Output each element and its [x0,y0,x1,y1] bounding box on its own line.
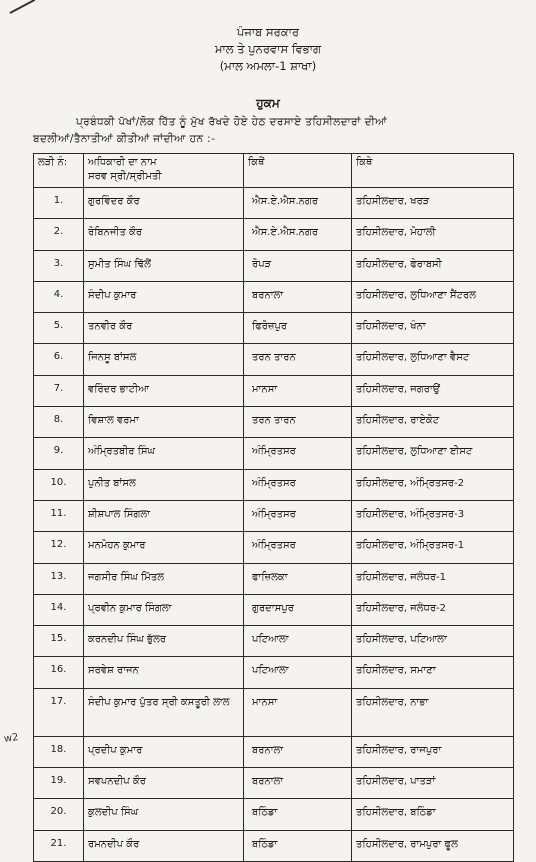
cell-from: ਗੁਰਦਾਸਪੁਰ [244,594,352,625]
cell-officer-name: ਪ੍ਰਦੀਪ ਕੁਮਾਰ [84,736,244,767]
branch-name: (ਮਾਲ ਅਮਲਾ-1 ਸ਼ਾਖਾ) [219,59,317,73]
table-row [34,438,514,469]
cell-sr: 1. [34,188,84,219]
cell-officer-name: ਰੋਬਿਨਜੀਤ ਕੌਰ [84,219,244,250]
pen-stroke-mark [10,0,36,14]
cell-officer-name: ਵਰਿੰਦਰ ਭਾਟੀਆ [84,375,244,406]
cell-sr: 11. [34,500,84,531]
table-row [34,657,514,688]
cell-from: ਰੋਪੜ [244,250,352,281]
cell-to: ਤਹਿਸੀਲਦਾਰ, ਖੰਨਾ [352,313,514,344]
table-row [34,830,514,861]
cell-to: ਤਹਿਸੀਲਦਾਰ, ਬਠਿੰਡਾ [352,799,514,830]
cell-sr: 7. [34,375,84,406]
cell-sr: 10. [34,469,84,500]
cell-officer-name: ਸੁਮੀਤ ਸਿੰਘ ਢਿੱਲੋਂ [84,250,244,281]
cell-officer-name: ਪੁਨੀਤ ਬਾਂਸਲ [84,469,244,500]
transfer-table-wrap [33,153,513,862]
intro-line-2: ਬਦਲੀਆਂ/ਤੈਨਾਤੀਆਂ ਕੀਤੀਆਂ ਜਾਂਦੀਆ ਹਨ :- [33,133,216,145]
order-title: ਹੁਕਮ [256,96,280,110]
cell-officer-name: ਸਰਵੇਸ਼ ਰਾਜਨ [84,657,244,688]
cell-sr: 13. [34,563,84,594]
cell-sr: 20. [34,799,84,830]
table-header-row [34,154,514,188]
cell-from: ਬਠਿੰਡਾ [244,830,352,861]
cell-sr: 18. [34,736,84,767]
cell-sr: 15. [34,626,84,657]
cell-officer-name: ਅੰਮ੍ਰਿਤਬੀਰ ਸਿੰਘ [84,438,244,469]
cell-sr: 6. [34,344,84,375]
cell-sr: 21. [34,830,84,861]
cell-to: ਤਹਿਸੀਲਦਾਰ, ਪਾਤੜਾਂ [352,768,514,799]
cell-from: ਐਸ.ਏ.ਐਸ.ਨਗਰ [244,219,352,250]
intro-line-1: ਪ੍ਰਬੰਧਕੀ ਪੱਖਾਂ/ਲੋਕ ਹਿੱਤ ਨੂੰ ਮੁੱਖ ਰੱਖਦੇ ਹੋਏ ਹੇਠ ਦਰਸਾਏ ਤਹਿਸੀਲਦਾਰਾਂ ਦੀਆਂ [76,116,388,128]
cell-officer-name: ਜਿਨਸੂ ਬਾਂਸਲ [84,344,244,375]
cell-from: ਫਾਜ਼ਿਲਕਾ [244,563,352,594]
header-name-line-1: ਅਧਿਕਾਰੀ ਦਾ ਨਾਮ [88,157,157,168]
cell-sr: 5. [34,313,84,344]
cell-to: ਤਹਿਸੀਲਦਾਰ, ਅੰਮ੍ਰਿਤਸਰ-3 [352,500,514,531]
cell-to: ਤਹਿਸੀਲਦਾਰ, ਅੰਮ੍ਰਿਤਸਰ-1 [352,532,514,563]
intro-paragraph [33,114,516,148]
cell-from: ਮਾਨਸਾ [244,375,352,406]
cell-from: ਬਰਨਾਲਾ [244,281,352,312]
cell-from: ਅੰਮ੍ਰਿਤਸਰ [244,500,352,531]
table-row [34,188,514,219]
cell-to: ਤਹਿਸੀਲਦਾਰ, ਰਾਮਪੁਰਾ ਫੂਲ [352,830,514,861]
cell-to: ਤਹਿਸੀਲਦਾਰ, ਲੁਧਿਆਣਾ ਵੈਸਟ [352,344,514,375]
table-row [34,500,514,531]
table-row [34,375,514,406]
table-row [34,799,514,830]
table-row [34,626,514,657]
cell-sr: 4. [34,281,84,312]
cell-to: ਤਹਿਸੀਲਦਾਰ, ਅੰਮ੍ਰਿਤਸਰ-2 [352,469,514,500]
cell-sr: 3. [34,250,84,281]
header-name-line-2: ਸਰਵ ਸ੍ਰੀ/ਸ੍ਰੀਮਤੀ [88,171,162,182]
cell-to: ਤਹਿਸੀਲਦਾਰ, ਪਟਿਆਲਾ [352,626,514,657]
cell-officer-name: ਕੁਲਦੀਪ ਸਿੰਘ [84,799,244,830]
cell-from: ਬਰਨਾਲਾ [244,768,352,799]
table-row [34,219,514,250]
cell-officer-name: ਸੰਦੀਪ ਕੁਮਾਰ ਪੁੱਤਰ ਸ੍ਰੀ ਕਸਤੂਰੀ ਲਾਲ [84,688,244,736]
department-name: ਮਾਲ ਤੇ ਪੁਨਰਵਾਸ ਵਿਭਾਗ [214,42,322,56]
cell-from: ਤਰਨ ਤਾਰਨ [244,344,352,375]
cell-officer-name: ਵਿਸ਼ਾਲ ਵਰਮਾ [84,407,244,438]
table-row [34,688,514,736]
table-row [34,407,514,438]
header-from: ਕਿਥੋਂ [244,154,352,188]
cell-sr: 2. [34,219,84,250]
cell-officer-name: ਮਨਮੋਹਨ ਕੁਮਾਰ [84,532,244,563]
cell-from: ਅੰਮ੍ਰਿਤਸਰ [244,438,352,469]
cell-officer-name: ਤਨਵੀਰ ਕੌਰ [84,313,244,344]
cell-to: ਤਹਿਸੀਲਦਾਰ, ਲੁਧਿਆਣਾ ਸੈਂਟਰਲ [352,281,514,312]
cell-officer-name: ਸ਼ੀਸ਼ਪਾਲ ਸਿੰਗਲਾ [84,500,244,531]
header-sr: ਲੜੀ ਨੰ: [34,154,84,188]
cell-from: ਪਟਿਆਲਾ [244,626,352,657]
header-to: ਕਿਥੇ [352,154,514,188]
margin-handwritten-mark: w2 [3,732,20,745]
cell-sr: 19. [34,768,84,799]
cell-officer-name: ਗੁਰਵਿੰਦਰ ਕੌਰ [84,188,244,219]
transfer-table [33,153,514,862]
cell-from: ਅੰਮ੍ਰਿਤਸਰ [244,532,352,563]
cell-from: ਅੰਮ੍ਰਿਤਸਰ [244,469,352,500]
cell-to: ਤਹਿਸੀਲਦਾਰ, ਨਾਭਾ [352,688,514,736]
cell-to: ਤਹਿਸੀਲਦਾਰ, ਜਗਰਾਉਂ [352,375,514,406]
cell-sr: 9. [34,438,84,469]
cell-officer-name: ਜਗਸੀਰ ਸਿੰਘ ਮਿੱਤਲ [84,563,244,594]
cell-sr: 17. [34,688,84,736]
table-row [34,532,514,563]
table-row [34,594,514,625]
cell-to: ਤਹਿਸੀਲਦਾਰ, ਫੇਰਾਬਸੀ [352,250,514,281]
cell-officer-name: ਸਵਪਨਦੀਪ ਕੌਰ [84,768,244,799]
cell-from: ਤਰਨ ਤਾਰਨ [244,407,352,438]
cell-from: ਮਾਨਸਾ [244,688,352,736]
table-row [34,469,514,500]
cell-officer-name: ਰਮਨਦੀਪ ਕੌਰ [84,830,244,861]
cell-sr: 14. [34,594,84,625]
table-row [34,313,514,344]
cell-to: ਤਹਿਸੀਲਦਾਰ, ਰਾਏਕੋਟ [352,407,514,438]
header-officer-name [84,154,244,188]
cell-officer-name: ਕਰਨਦੀਪ ਸਿੰਘ ਭੁੱਲਰ [84,626,244,657]
table-row [34,736,514,767]
cell-to: ਤਹਿਸੀਲਦਾਰ, ਜਲੰਧਰ-2 [352,594,514,625]
document-header [0,24,536,75]
cell-sr: 16. [34,657,84,688]
cell-from: ਬਠਿੰਡਾ [244,799,352,830]
cell-to: ਤਹਿਸੀਲਦਾਰ, ਲੁਧਿਆਣਾ ਈਸਟ [352,438,514,469]
cell-sr: 8. [34,407,84,438]
cell-to: ਤਹਿਸੀਲਦਾਰ, ਮੋਹਾਲੀ [352,219,514,250]
cell-officer-name: ਪ੍ਰਵੀਨ ਕੁਮਾਰ ਸਿੰਗਲਾ [84,594,244,625]
cell-to: ਤਹਿਸੀਲਦਾਰ, ਸਮਾਣਾ [352,657,514,688]
table-row [34,768,514,799]
cell-sr: 12. [34,532,84,563]
table-row [34,344,514,375]
cell-to: ਤਹਿਸੀਲਦਾਰ, ਜਲੰਧਰ-1 [352,563,514,594]
table-row [34,250,514,281]
cell-to: ਤਹਿਸੀਲਦਾਰ, ਖਰੜ [352,188,514,219]
cell-from: ਐਸ.ਏ.ਐਸ.ਨਗਰ [244,188,352,219]
govt-name: ਪੰਜਾਬ ਸਰਕਾਰ [236,25,300,39]
cell-from: ਪਟਿਆਲਾ [244,657,352,688]
cell-officer-name: ਸੰਦੀਪ ਕੁਮਾਰ [84,281,244,312]
cell-from: ਫਿਰੋਜ਼ਪੁਰ [244,313,352,344]
cell-from: ਬਰਨਾਲਾ [244,736,352,767]
table-row [34,563,514,594]
table-row [34,281,514,312]
cell-to: ਤਹਿਸੀਲਦਾਰ, ਰਾਜਪੁਰਾ [352,736,514,767]
